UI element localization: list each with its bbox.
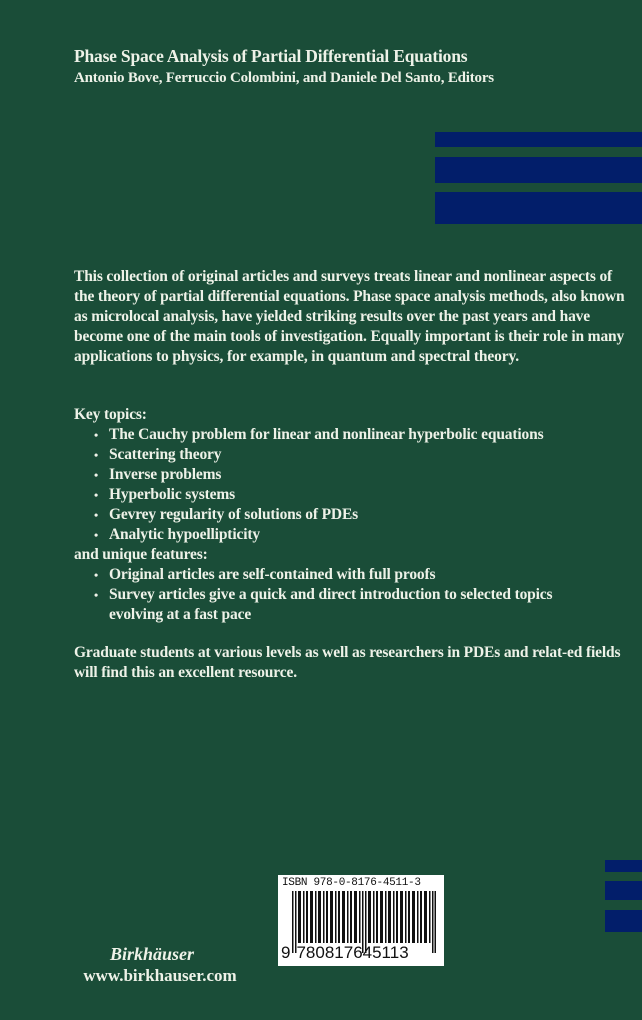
ean-remaining-digits: 780817645113 xyxy=(296,943,409,962)
decorative-bar-top-2 xyxy=(435,157,642,183)
publisher-website: www.birkhauser.com xyxy=(83,966,237,985)
description xyxy=(74,267,634,367)
topics-list xyxy=(74,425,634,545)
decorative-bar-bottom-2 xyxy=(605,881,642,900)
description-paragraph: This collection of original articles and surveys treats linear and nonlinear aspects of the theory of partial differential equations. Phase space analysis methods, also known as microlocal analysis, have yielded striking results over the past years and have become one of the main tools of investigation. Equally important is their role in many applications to physics, for example, in quantum and spectral theory. xyxy=(74,268,625,365)
decorative-bar-top-3 xyxy=(435,192,642,224)
closing-paragraph: Graduate students at various levels as well as researchers in PDEs and relat-ed fields will find this an excellent resource. xyxy=(74,644,621,681)
publisher-name: Birkhäuser xyxy=(109,944,195,964)
feature-item: • Original articles are self-contained with full proofs xyxy=(94,565,634,585)
decorative-bar-bottom-1 xyxy=(605,860,642,872)
features-list xyxy=(74,565,634,625)
book-editors: Antonio Bove, Ferruccio Colombini, and Daniele Del Santo, Editors xyxy=(74,70,494,86)
topics-section xyxy=(74,405,634,625)
decorative-bar-bottom-3 xyxy=(605,910,642,932)
topic-item: • Gevrey regularity of solutions of PDEs xyxy=(94,505,634,525)
topic-item: • Inverse problems xyxy=(94,465,634,485)
decorative-bar-top-1 xyxy=(435,132,642,147)
topic-item: • Hyperbolic systems xyxy=(94,485,634,505)
ean-first-digit: 9 xyxy=(281,943,291,962)
topics-heading: Key topics: xyxy=(74,406,147,423)
features-heading: and unique features: xyxy=(74,546,208,563)
topic-item: • Scattering theory xyxy=(94,445,634,465)
feature-item: • Survey articles give a quick and direct introduction to selected topics evolving at a fast pace xyxy=(94,585,634,625)
book-title: Phase Space Analysis of Partial Differential Equations xyxy=(74,46,468,66)
topic-item: • The Cauchy problem for linear and nonlinear hyperbolic equations xyxy=(94,425,634,445)
topic-item: • Analytic hypoellipticity xyxy=(94,525,634,545)
isbn-label: ISBN 978-0-8176-4511-3 xyxy=(282,877,421,889)
